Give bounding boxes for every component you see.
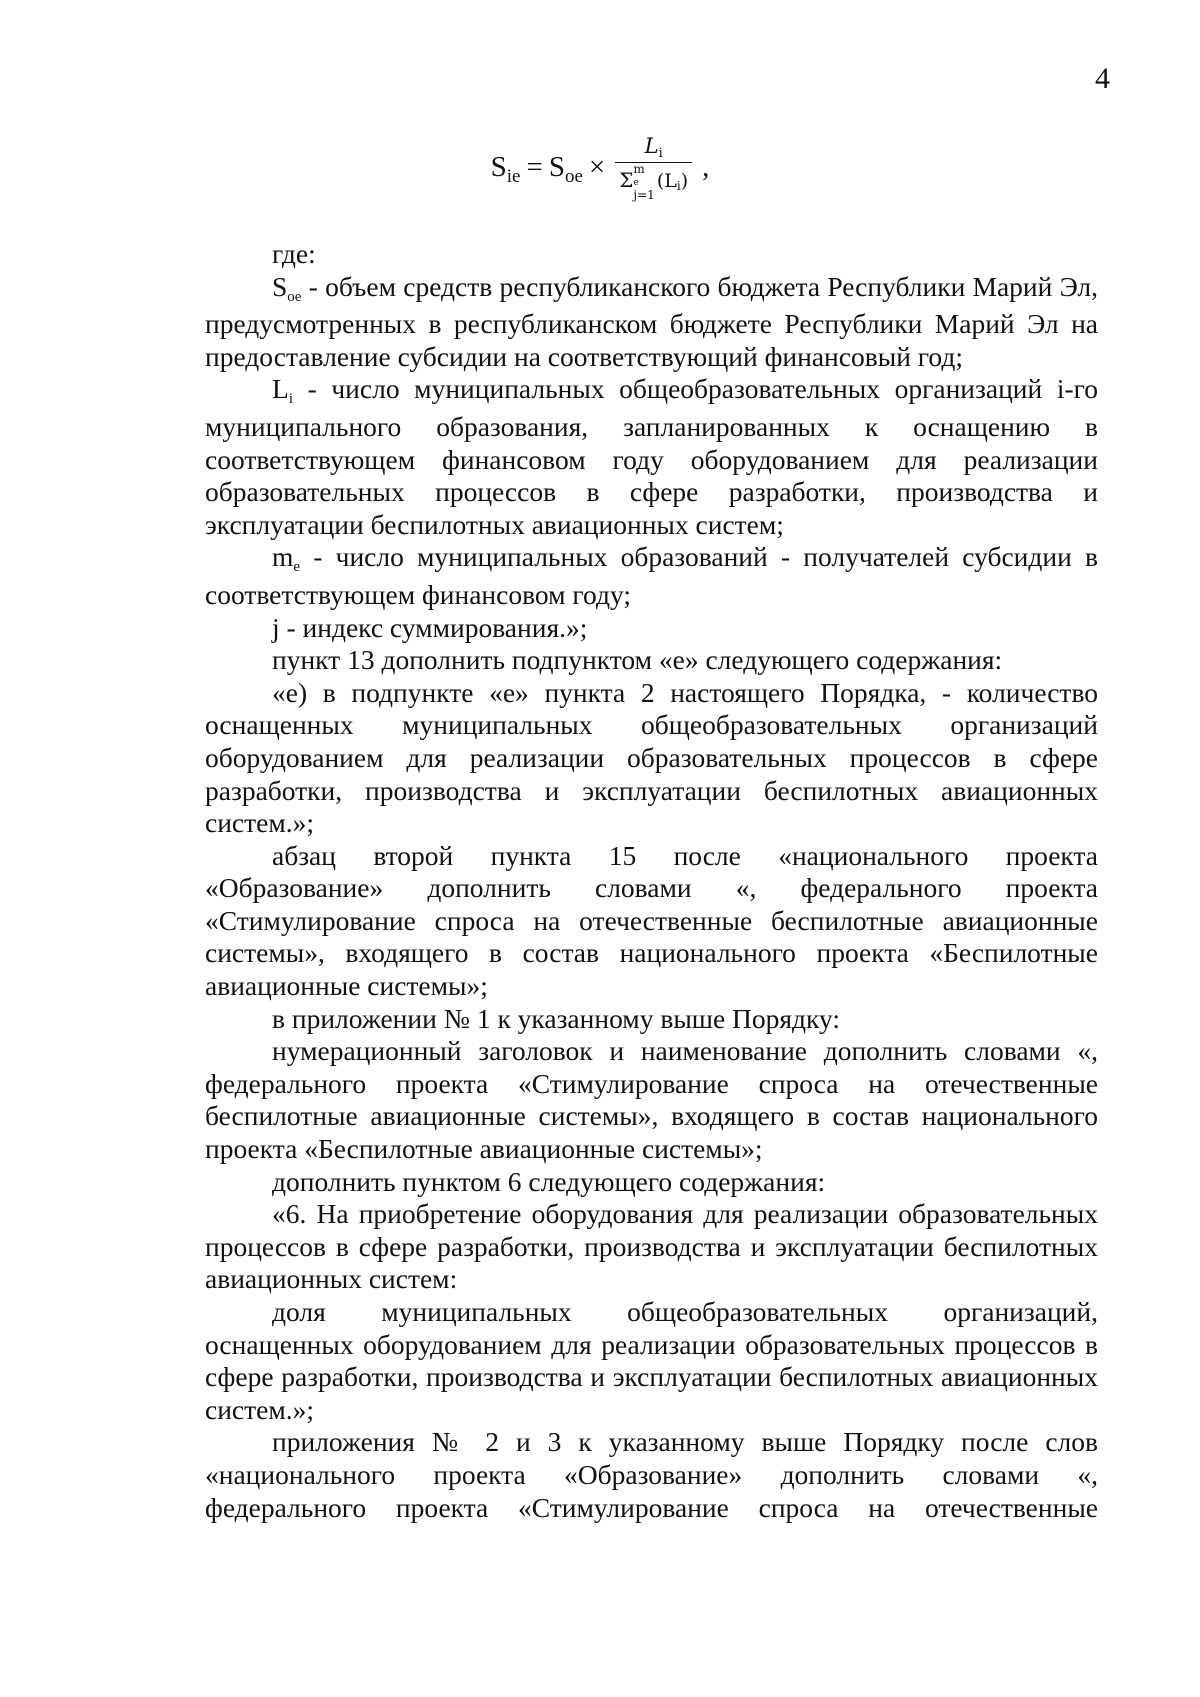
formula-rhs bbox=[548, 151, 583, 187]
formula-numerator bbox=[615, 134, 692, 162]
formula-rhs-symbol: S bbox=[548, 151, 565, 183]
amendment-appendix-2-3: приложения № 2 и 3 к указанному выше Порядку после слов «национального проекта «Образование» дополнить словами «, федерального проекта «Стимулирование спроса на отечественные bbox=[205, 1426, 1098, 1523]
formula-sum-upper bbox=[633, 163, 654, 189]
formula-sum-limits bbox=[633, 163, 654, 201]
definition-soe bbox=[205, 271, 1098, 374]
subsidy-formula bbox=[0, 134, 1200, 201]
amendment-appendix-1: в приложении № 1 к указанному выше Порядку: bbox=[272, 1002, 841, 1034]
definition-li bbox=[205, 373, 1098, 541]
formula-comma: , bbox=[702, 151, 710, 183]
formula-fraction bbox=[615, 134, 692, 201]
li-symbol: L bbox=[272, 373, 289, 405]
formula-rhs-subscript: oe bbox=[564, 166, 583, 187]
soe-subscript: oe bbox=[287, 288, 302, 305]
definition-me bbox=[205, 541, 1098, 611]
amendment-appendix-1-share: доля муниципальных общеобразовательных организаций, оснащенных оборудованием для реализации образовательных процессов в сфере разработки, производства и эксплуатации беспилотных авиационных систем.»; bbox=[205, 1296, 1098, 1425]
me-subscript: e bbox=[293, 559, 301, 576]
amendment-appendix-1-heading: нумерационный заголовок и наименование дополнить словами «, федерального проекта «Стимулирование спроса на отечественные беспилотные авиационные системы», входящего в состав национального проекта «Беспилотные авиационные системы»; bbox=[205, 1035, 1098, 1165]
amendment-appendix-1-p6-text: «6. На приобретение оборудования для реализации образовательных процессов в сфере разработки, производства и эксплуатации беспилотных авиационных систем: bbox=[205, 1198, 1098, 1295]
formula-lhs bbox=[490, 151, 521, 187]
where-label: где: bbox=[272, 238, 316, 269]
formula-sum-sign: Σ bbox=[619, 168, 634, 192]
amendment-p15: абзац второй пункта 15 после «национального проекта «Образование» дополнить словами «, федерального проекта «Стимулирование спроса на отечественные беспилотные авиационные системы», входящего в состав национального проекта «Беспилотные авиационные системы»; bbox=[205, 839, 1098, 1002]
formula-denominator bbox=[615, 163, 692, 201]
formula-numerator-subscript: i bbox=[658, 146, 663, 161]
amendment-p13-e: «е) в подпункте «е» пункта 2 настоящего Порядка, - количество оснащенных муниципальных общеобразовательных организаций оборудованием для реализации образовательных процессов в сфере разработки, производства и эксплуатации беспилотных авиационных систем.»; bbox=[205, 676, 1098, 839]
li-subscript: i bbox=[288, 391, 293, 408]
formula-sum-upper-subscript: e bbox=[633, 178, 639, 188]
li-text: - число муниципальных общеобразовательных организаций i-го муниципального образования, запланированных к оснащению в соответствующем финансовом году оборудованием для реализации образовательных процессов в сфере разработки, производства и эксплуатации беспилотных авиационных систем; bbox=[205, 373, 1098, 540]
formula-sum-lower: j=1 bbox=[633, 188, 655, 202]
soe-symbol: S bbox=[272, 270, 288, 302]
me-symbol: m bbox=[272, 541, 294, 573]
formula-sum-close: ) bbox=[680, 170, 689, 192]
page-number: 4 bbox=[1095, 62, 1110, 95]
me-text: - число муниципальных образований - получателей субсидии в соответствующем финансовом году; bbox=[205, 541, 1098, 610]
formula-lhs-subscript: ie bbox=[506, 166, 521, 187]
amendment-p13: пункт 13 дополнить подпунктом «е» следующего содержания: bbox=[272, 644, 1003, 676]
formula-sum-argument-subscript: i bbox=[676, 179, 681, 193]
amendment-appendix-1-p6: дополнить пунктом 6 следующего содержания: bbox=[272, 1165, 826, 1197]
formula-lhs-symbol: S bbox=[490, 151, 507, 183]
formula-sum-argument: (L bbox=[656, 170, 677, 192]
definition-j: j - индекс суммирования.»; bbox=[272, 611, 588, 643]
formula-equals: = bbox=[526, 151, 543, 183]
formula-sum-upper-symbol: m bbox=[633, 162, 645, 176]
soe-text: - объем средств республиканского бюджета Республики Марий Эл, предусмотренных в республиканском бюджете Республики Марий Эл на предоставление субсидии на соответствующий финансовый год; bbox=[205, 270, 1098, 372]
formula-numerator-symbol: L bbox=[644, 134, 659, 158]
document-body bbox=[205, 238, 1098, 1524]
formula-times: × bbox=[588, 151, 606, 183]
